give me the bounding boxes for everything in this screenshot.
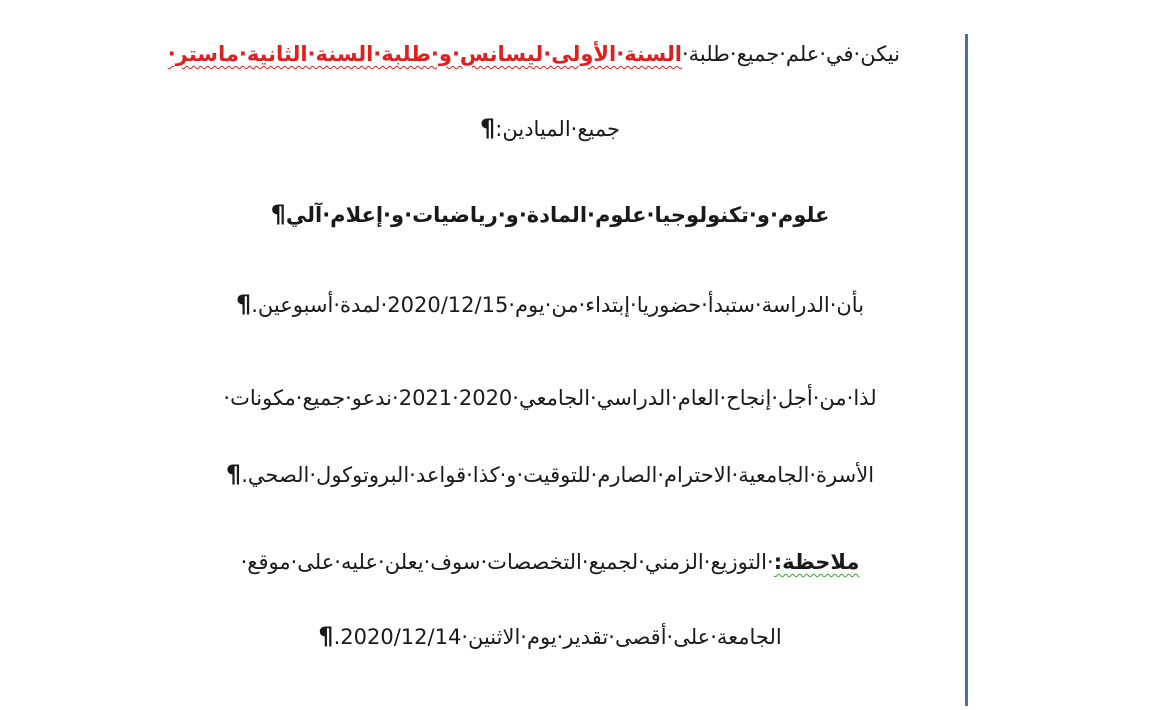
note-text-line2: الجامعة·على·أقصى·تقدير·يوم·الاثنين·2020/12/14. [333,625,782,649]
paragraph-note-line1 [200,548,900,576]
call-text-line2: الأسرة·الجامعية·الاحترام·الصارم·للتوقيت·و·كذا·قواعد·البروتوكول·الصحي. [241,463,875,487]
pilcrow-mark: ¶ [225,460,242,488]
start-date-text: بأن·الدراسة·ستبدأ·حضوريا·إبتداء·من·يوم·2020/12/15·لمدة·أسبوعين. [251,293,865,317]
margin-line [965,34,968,706]
pilcrow-mark: ¶ [318,622,334,650]
paragraph-call-line1 [200,384,900,412]
note-label: ملاحظة: [773,550,860,574]
note-text-line1: ·التوزيع·الزمني·لجميع·التخصصات·سوف·يعلن·عليه·على·موقع· [240,550,774,574]
paragraph-fields-list [200,200,900,229]
fields-list-text: علوم·و·تكنولوجيا·علوم·المادة·و·رياضيات·و·إعلام·آلي [285,203,830,227]
fields-heading-text: جميع·الميادين: [495,117,620,141]
paragraph-note-line2 [200,622,900,651]
student-levels-highlight: السنة·الأولى·ليسانس·و·طلبة·السنة·الثانية·ماستر· [167,42,682,66]
announcement-text: نيكن·في·علم·جميع·طلبة· [681,42,900,66]
pilcrow-mark: ¶ [270,200,286,228]
paragraph-announcement [167,40,900,68]
paragraph-start-date [200,290,900,319]
paragraph-fields-heading [200,114,900,143]
pilcrow-mark: ¶ [235,290,252,318]
pilcrow-mark: ¶ [480,114,496,142]
call-text-line1: لذا·من·أجل·إنجاح·العام·الدراسي·الجامعي·2020·2021·ندعو·جميع·مكونات· [223,386,877,410]
paragraph-call-line2 [200,460,900,489]
